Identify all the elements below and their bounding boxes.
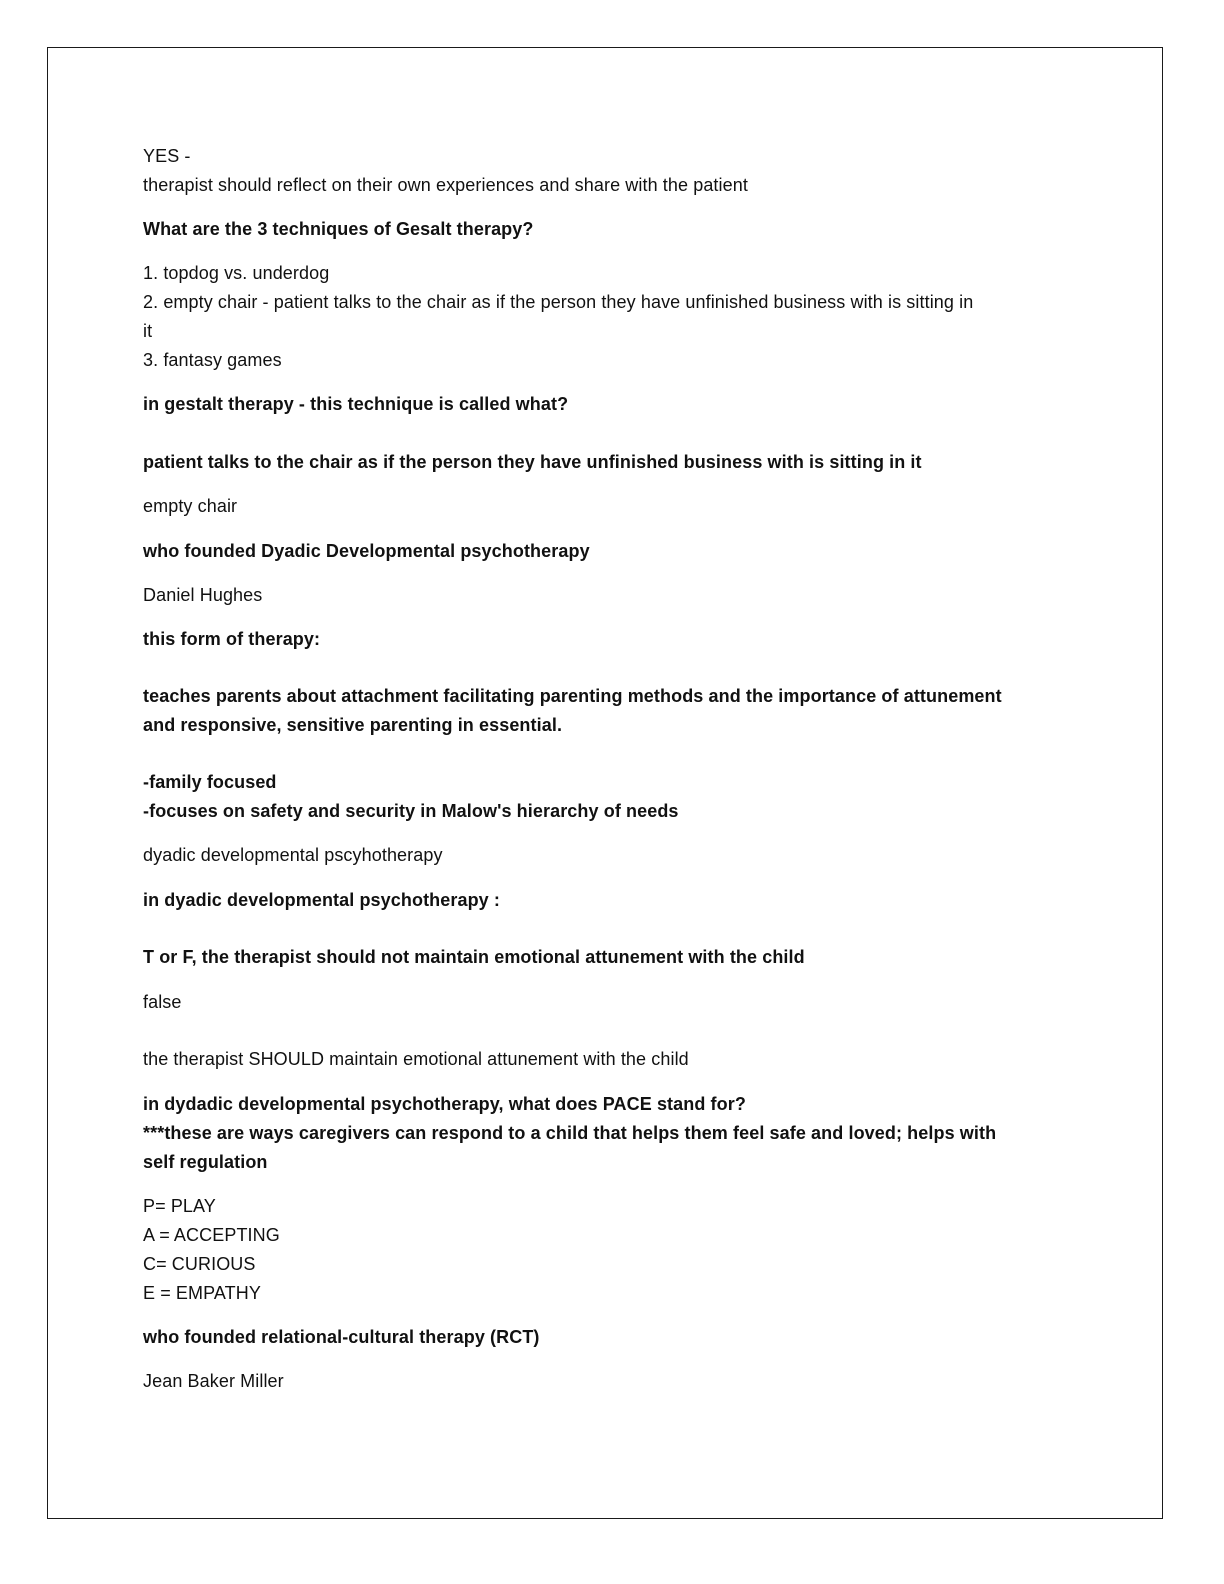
answer-text: Jean Baker Miller [143,1371,284,1391]
question-heading: -focuses on safety and security in Malow's hierarchy of needs [143,801,679,821]
answer-text: Daniel Hughes [143,585,263,605]
list-item-continuation: it [143,321,153,341]
list-item: C= CURIOUS [143,1254,256,1274]
answer-text: false [143,992,182,1012]
answer-yes: YES - [143,146,191,166]
question-heading: this form of therapy: [143,629,321,649]
question-heading: patient talks to the chair as if the person they have unfinished business with is sitting in it [143,452,922,472]
list-item: 1. topdog vs. underdog [143,263,330,283]
question-heading: teaches parents about attachment facilitating parenting methods and the importance of attunement [143,686,1002,706]
list-item: P= PLAY [143,1196,216,1216]
question-heading: who founded relational-cultural therapy (RCT) [143,1327,540,1347]
question-heading: ***these are ways caregivers can respond to a child that helps them feel safe and loved; helps with [143,1123,997,1143]
question-heading: self regulation [143,1152,268,1172]
question-heading: and responsive, sensitive parenting in essential. [143,715,563,735]
question-heading: T or F, the therapist should not maintain emotional attunement with the child [143,947,805,967]
question-heading: in dydadic developmental psychotherapy, what does PACE stand for? [143,1094,746,1114]
answer-text: the therapist SHOULD maintain emotional attunement with the child [143,1049,689,1069]
answer-text: therapist should reflect on their own experiences and share with the patient [143,175,748,195]
question-heading: -family focused [143,772,277,792]
question-heading: who founded Dyadic Developmental psychotherapy [143,541,590,561]
question-heading: What are the 3 techniques of Gesalt therapy? [143,219,534,239]
list-item: 3. fantasy games [143,350,282,370]
list-item: A = ACCEPTING [143,1225,280,1245]
answer-text: dyadic developmental pscyhotherapy [143,845,443,865]
list-item: 2. empty chair - patient talks to the chair as if the person they have unfinished business with is sitting in [143,292,974,312]
list-item: E = EMPATHY [143,1283,261,1303]
answer-text: empty chair [143,496,238,516]
question-heading: in dyadic developmental psychotherapy : [143,890,500,910]
question-heading: in gestalt therapy - this technique is called what? [143,394,569,414]
